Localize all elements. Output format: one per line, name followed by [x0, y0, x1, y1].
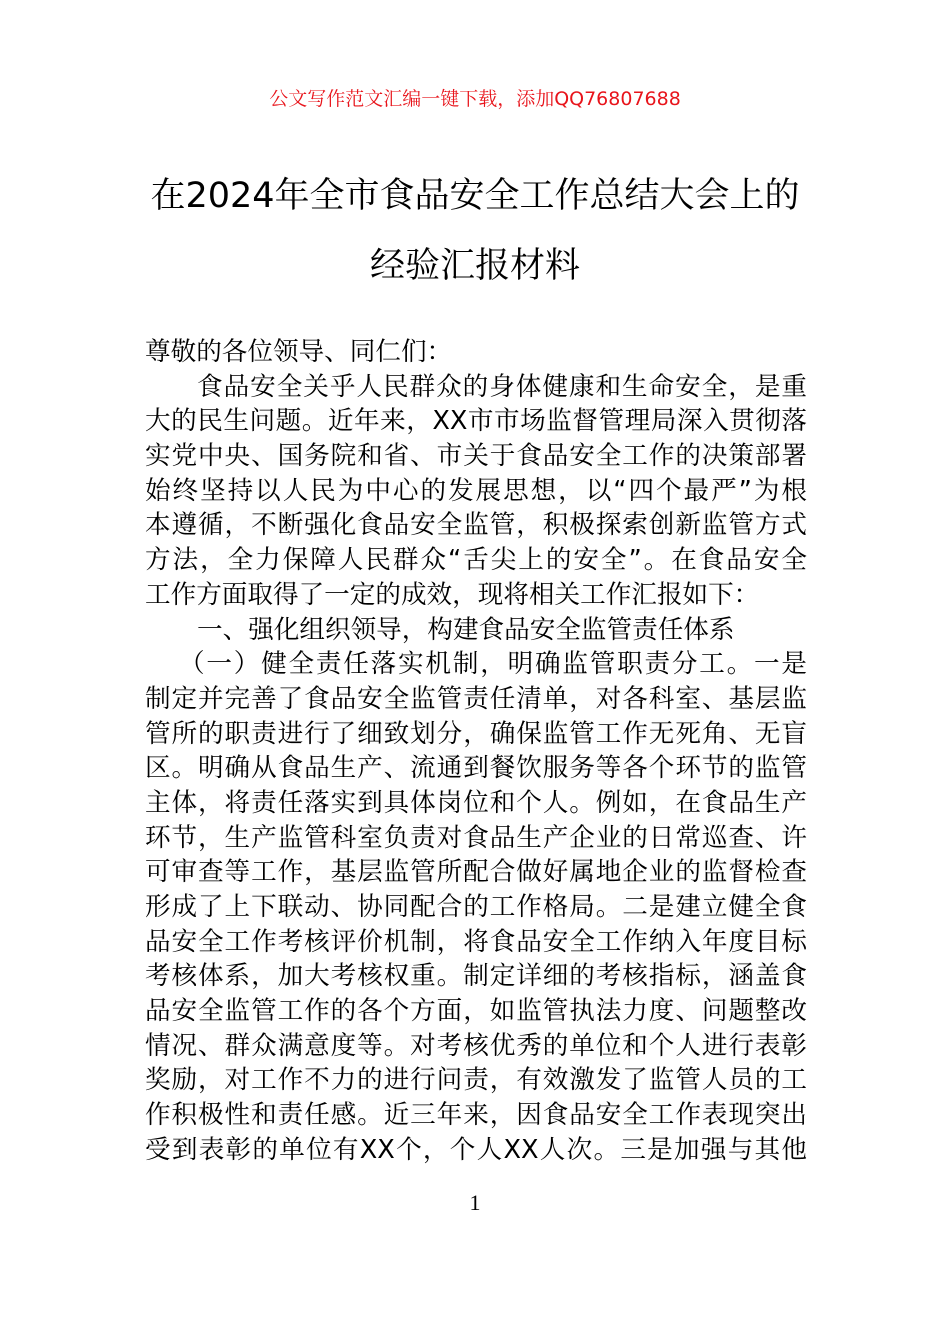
- body-line: 管所的职责进行了细致划分，确保监管工作无死角、无盲: [145, 718, 807, 749]
- page-number: 1: [469, 1190, 481, 1215]
- body-line: 主体，将责任落实到具体岗位和个人。例如，在食品生产: [145, 787, 807, 818]
- salutation: 尊敬的各位领导、同仁们：: [145, 337, 453, 367]
- watermark-header: 公文写作范文汇编一键下载，添加QQ76807688: [269, 88, 681, 110]
- body-line: 可审查等工作，基层监管所配合做好属地企业的监督检查: [145, 857, 807, 888]
- body-line: 工作方面取得了一定的成效，现将相关工作汇报如下：: [145, 579, 760, 610]
- body-line: 受到表彰的单位有XX个，个人XX人次。三是加强与其他: [145, 1134, 807, 1165]
- body-line: 制定并完善了食品安全监管责任清单，对各科室、基层监: [145, 683, 807, 714]
- body-line: 食品安全关乎人民群众的身体健康和生命安全，是重: [197, 371, 807, 402]
- body-line: 大的民生问题。近年来，XX市市场监督管理局深入贯彻落: [145, 406, 807, 437]
- subsection-heading-line: （一）健全责任落实机制，明确监管职责分工。一是: [179, 649, 807, 680]
- document-title-line-1: 在2024年全市食品安全工作总结大会上的: [150, 176, 800, 216]
- body-line: 方法，全力保障人民群众“舌尖上的安全”。在食品安全: [145, 545, 807, 576]
- body-line: 品安全工作考核评价机制，将食品安全工作纳入年度目标: [145, 926, 807, 957]
- body-line: 本遵循，不断强化食品安全监管，积极探索创新监管方式: [145, 510, 807, 541]
- body-line: 环节，生产监管科室负责对食品生产企业的日常巡查、许: [145, 822, 807, 853]
- document-title-line-2: 经验汇报材料: [369, 246, 580, 286]
- body-line: 实党中央、国务院和省、市关于食品安全工作的决策部署: [145, 441, 807, 472]
- body-line: 形成了上下联动、协同配合的工作格局。二是建立健全食: [145, 892, 807, 922]
- body-line: 区。明确从食品生产、流通到餐饮服务等各个环节的监管: [145, 753, 807, 784]
- body-line: 奖励，对工作不力的进行问责，有效激发了监管人员的工: [145, 1065, 807, 1096]
- body-line: 始终坚持以人民为中心的发展思想，以“四个最严”为根: [145, 475, 807, 506]
- body-line: 考核体系，加大考核权重。制定详细的考核指标，涵盖食: [145, 961, 807, 992]
- body-line: 作积极性和责任感。近三年来，因食品安全工作表现突出: [145, 1100, 807, 1131]
- body-line: 情况、群众满意度等。对考核优秀的单位和个人进行表彰: [145, 1030, 807, 1061]
- document-body: [145, 335, 807, 1168]
- body-line: 品安全监管工作的各个方面，如监管执法力度、问题整改: [145, 996, 807, 1027]
- section-heading: 一、强化组织领导，构建食品安全监管责任体系: [197, 614, 735, 645]
